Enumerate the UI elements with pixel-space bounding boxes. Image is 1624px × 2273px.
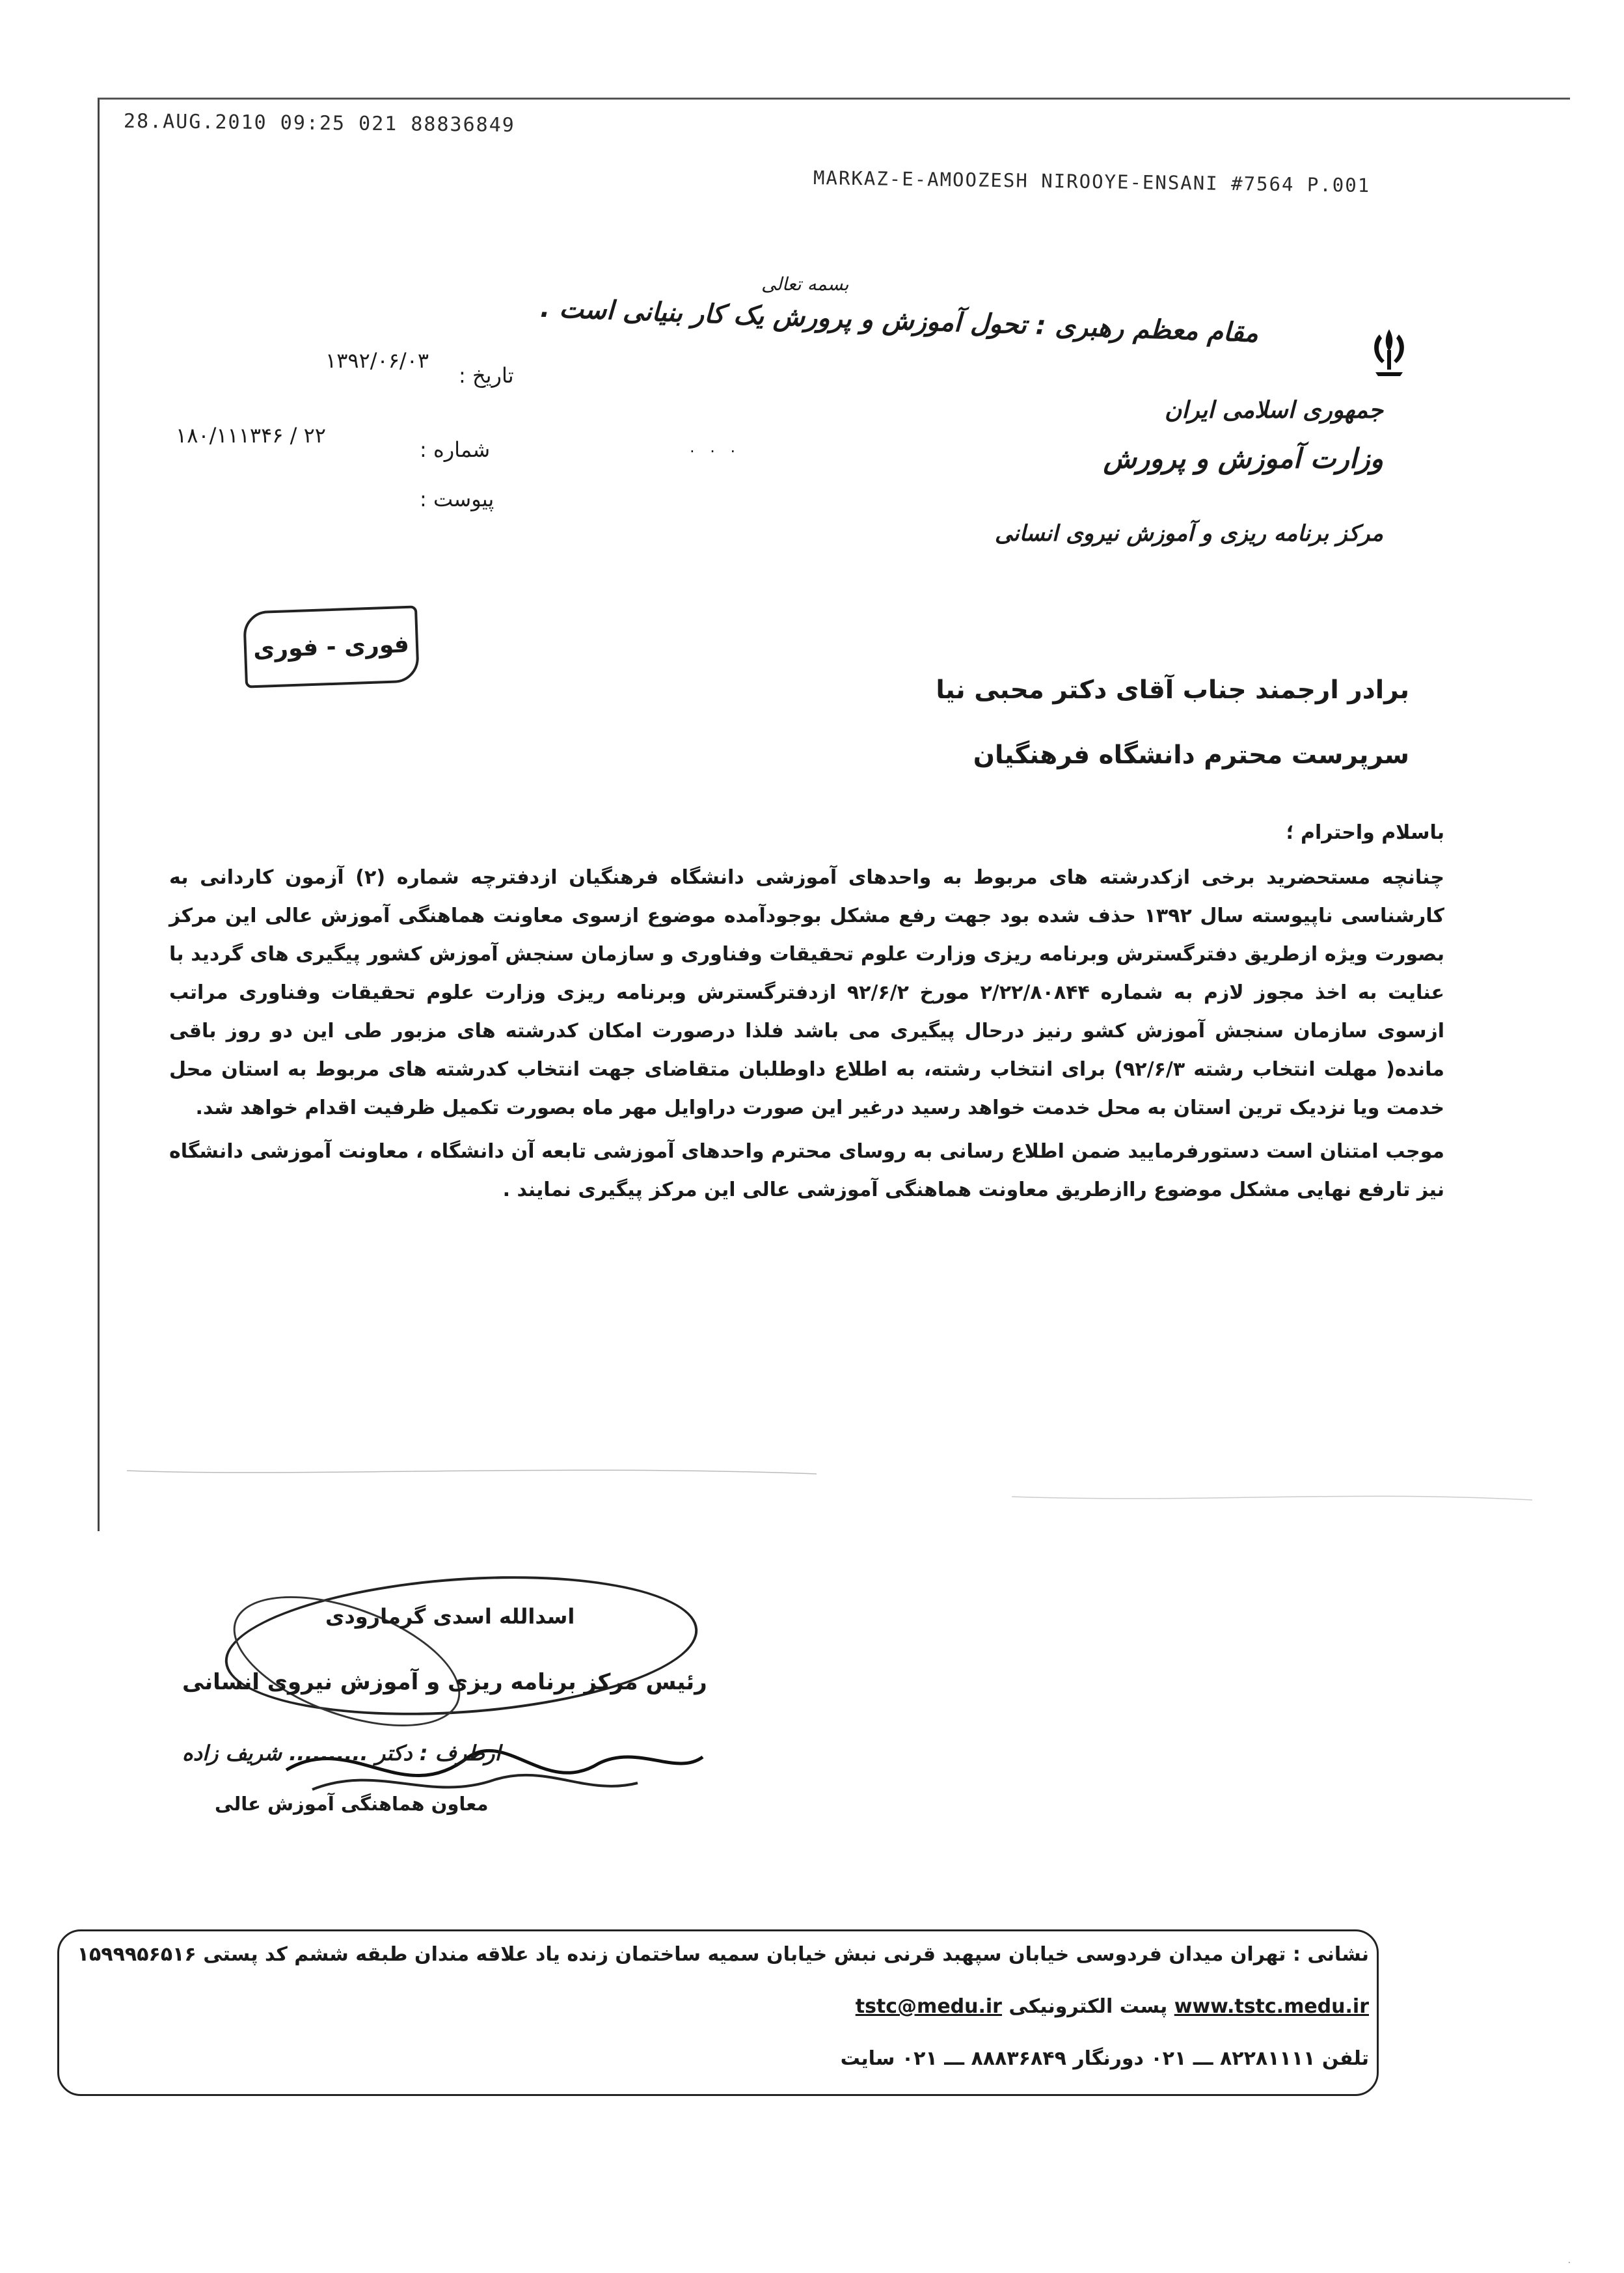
letter-body [169, 821, 1444, 1209]
footer-web-line [68, 1995, 1369, 2018]
fax-header-right: MARKAZ-E-AMOOZESH NIROOYE-ENSANI #7564 P.001 [813, 167, 1371, 197]
addressee-name: برادر ارجمند جناب آقای دکتر محبی نیا [936, 675, 1409, 705]
urgency-stamp: فوری - فوری [243, 605, 420, 688]
letter-number-label: شماره : [420, 437, 491, 462]
org-line-ministry: وزارت آموزش و پرورش [1103, 442, 1383, 474]
signatory-name: اسدالله اسدی گرمارودی [325, 1604, 575, 1629]
on-behalf-line: ازطرف : دکتر .......... شریف زاده [182, 1741, 501, 1765]
corner-scan-mark: · [1568, 2258, 1571, 2267]
letter-number-value: ۱۸۰/۱۱۱۳۴۶ / ۲۲ [176, 423, 326, 448]
deputy-title: معاون هماهنگی آموزش عالی [215, 1793, 489, 1815]
footer-email[interactable]: tstc@medu.ir [855, 1995, 1002, 2018]
fax-noise-dots: · · · [690, 442, 741, 461]
letter-date-value: ۱۳۹۲/۰۶/۰۳ [325, 348, 429, 373]
footer-contact-box [57, 1929, 1379, 2096]
letterhead-motto: مقام معظم رهبری : تحول آموزش و پرورش یک کار بنیانی است . [539, 293, 1259, 349]
footer-email-label: پست الکترونیکی [1008, 1995, 1168, 2018]
letter-date-label: تاریخ : [459, 363, 514, 388]
body-paragraph-1: چنانچه مستحضرید برخی ازکدرشته های مربوط به واحدهای آموزشی دانشگاه فرهنگیان ازدفترچه شماره (۲) آزمون کاردانی به کارشناسی ناپیوسته سال ۱۳۹۲ حذف شده بود جهت رفع مشکل بوجودآمده موضوع ازسوی معاونت هماهنگی آموزش عالی این مرکز بصورت ویژه ازطریق دفترگسترش وبرنامه ریزی وزارت علوم تحقیقات وفناوری و سازمان سنجش آموزش کشور پیگیری های گردید با عنایت به اخذ مجوز لازم به شماره ۲/۲۲/۸۰۸۴۴ مورخ ۹۲/۶/۲ ازدفترگسترش وبرنامه ریزی وزارت علوم تحقیقات وفناوری مراتب ازسوی سازمان سنجش آموزش کشو رنیز درحال پیگیری می باشد فلذا درصورت امکان کدرشته های مزبور طی این دو روز باقی مانده( مهلت انتخاب رشته ۹۲/۶/۳) برای انتخاب رشته، به اطلاع داوطلبان متقاضای جهت انتخاب کدرشته های مربوط به استان محل خدمت ویا نزدیک ترین استان به محل خدمت خواهد رسید درغیر این صورت دراوایل مهر ماه بصورت تکمیل ظرفیت اقدام خواهد شد. [169, 866, 1445, 1119]
org-line-republic: جمهوری اسلامی ایران [1164, 397, 1383, 424]
letter-attachment-label: پیوست : [420, 487, 494, 511]
addressee-position: سرپرست محترم دانشگاه فرهنگیان [973, 741, 1409, 770]
fax-scan-noise [101, 1458, 1565, 1536]
fax-header-left: 28.AUG.2010 09:25 021 88836849 [123, 109, 516, 137]
footer-address: نشانی : تهران میدان فردوسی خیابان سپهبد قرنی نبش خیابان سمیه ساختمان زنده یاد علاقه مندان طبقه ششم کد پستی ۱۵۹۹۹۵۶۵۱۶ [77, 1943, 1369, 1966]
iran-emblem-icon [1366, 325, 1412, 377]
footer-website[interactable]: www.tstc.medu.ir [1174, 1995, 1369, 2018]
org-line-center: مرکز برنامه ریزی و آموزش نیروی انسانی [994, 521, 1383, 547]
footer-phone: تلفن ۸۲۲۸۱۱۱۱ ـــ ۰۲۱ دورنگار ۸۸۸۳۶۸۴۹ ـــ ۰۲۱ سایت [840, 2047, 1369, 2070]
salutation: باسلام واحترام ؛ [1286, 821, 1444, 844]
basmala: بسمه تعالی [761, 273, 849, 295]
signatory-title: رئیس مرکز برنامه ریزی و آموزش نیروی انسانی [182, 1669, 707, 1695]
body-paragraph-2: موجب امتنان است دستورفرمایید ضمن اطلاع رسانی به روسای محترم واحدهای آموزشی تابعه آن دانشگاه ، معاونت آموزشی دانشگاه نیز تارفع نهایی مشکل موضوع راازطریق معاونت هماهنگی آموزشی عالی این مرکز پیگیری نمایند . [169, 1140, 1444, 1201]
